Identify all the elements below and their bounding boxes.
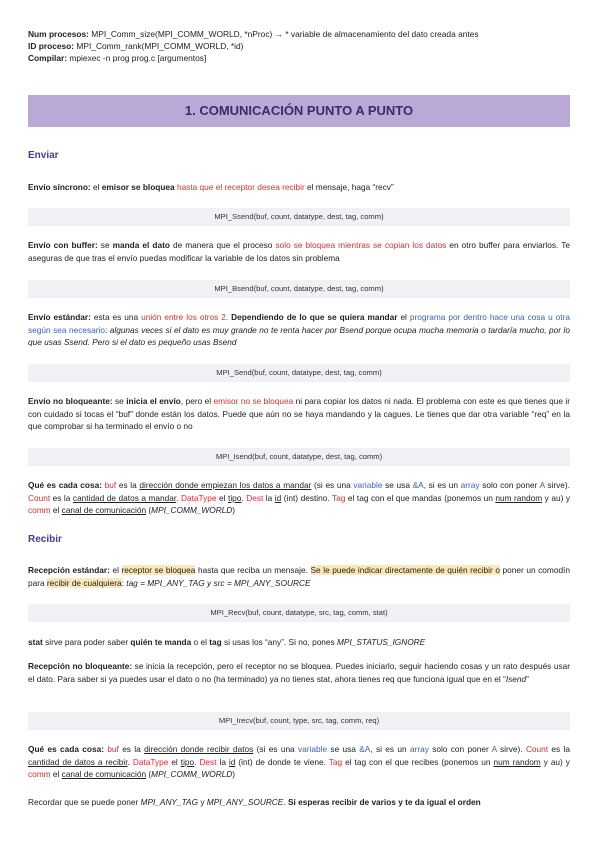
bold-text: quién te manda: [130, 637, 192, 647]
red-text: DataType: [181, 492, 217, 503]
header-num-procesos: [28, 28, 479, 40]
section-heading-enviar: Enviar: [28, 150, 59, 161]
underlined-text: cantidad de datos a recibir: [28, 756, 128, 767]
header-id-proceso: [28, 40, 243, 52]
underlined-text: canal de comunicación: [61, 505, 147, 515]
blue-text: &A: [412, 480, 424, 490]
code-box: MPI_Ssend(buf, count, datatype, dest, tag, comm): [28, 208, 570, 226]
text: el: [168, 756, 181, 767]
italic-text: MPI_ANY_SOURCE: [206, 797, 284, 807]
text: es la: [548, 744, 570, 754]
text: y au) y: [542, 492, 570, 503]
paragraph-envio-estandar: [28, 311, 570, 349]
text: , si es un: [423, 480, 461, 490]
bold-text: Si esperas recibir de varios y te da igual el orden: [287, 797, 481, 807]
paragraph-recepcion-no-bloqueante: [28, 660, 570, 685]
red-text: buf: [104, 480, 117, 490]
text: se usa: [327, 744, 360, 754]
paragraph-stat: [28, 636, 570, 649]
text: el: [109, 565, 122, 575]
highlighted-text: receptor se bloquea: [121, 565, 196, 575]
text: , pero el: [180, 396, 214, 406]
red-text: buf: [107, 744, 119, 754]
code-box: MPI_Recv(buf, count, datatype, src, tag, comm, stat): [28, 604, 570, 622]
bold-text: stat: [28, 637, 43, 647]
text: (int) de donde te viene.: [235, 756, 329, 767]
blue-text: variable: [298, 744, 328, 754]
text: de manera que el proceso: [169, 240, 276, 250]
code-box: MPI_Isend(buf, count, datatype, dest, tag, comm): [28, 448, 570, 466]
italic-text: MPI_COMM_WORLD: [151, 505, 233, 515]
text: ni para copiar los datos ni nada. El problema con este es que tienes que ir con cuidado si tocas el “buf” donde están los datos. Puede que aún no se haya mandando y la cagues. Le tienes que dar otra variable “req” en la que comprobar si ha terminado el envío o no: [28, 396, 570, 431]
blue-text: programa por dentro hace una cosa u otra según sea necesario: [28, 312, 570, 335]
text: (si es una: [253, 744, 299, 754]
text: se usa: [382, 480, 413, 490]
code-box: MPI_Send(buf, count, datatype, dest, tag, comm): [28, 364, 570, 382]
italic-text: Isend: [505, 673, 527, 684]
text: esta es una: [90, 312, 142, 322]
text: el tag con el que mandas (ponemos un: [345, 492, 496, 503]
red-text: Tag: [332, 492, 346, 503]
paragraph-recordar: [28, 796, 570, 809]
paragraph-envio-sincrono: [28, 181, 570, 194]
blue-text: array: [409, 744, 429, 754]
bold-text: emisor se bloquea: [101, 182, 175, 192]
italic-text: algunas veces si el dato es muy grande no te renta hacer por Bsend porque ocupa mucha memoria o tardaría mucho, por lo que usas Ssend. Pero si el dato es pequeño usas Bsend: [28, 324, 570, 347]
red-text: Dest: [246, 492, 264, 503]
text: es la: [50, 492, 73, 503]
text: MPI_Comm_rank(MPI_COMM_WORLD, *id): [74, 41, 244, 51]
blue-text: A: [491, 744, 497, 754]
red-text: emisor no se bloquea: [213, 396, 294, 406]
paragraph-explicacion-envio: [28, 479, 570, 517]
underlined-text: tipo: [180, 756, 195, 767]
text: (int) destino.: [281, 492, 333, 503]
underlined-text: dirección donde empiezan los datos a mandar: [139, 480, 312, 490]
text: (: [146, 505, 152, 515]
text: .: [225, 312, 232, 322]
label: Qué es cada cosa:: [28, 744, 104, 754]
red-text: hasta que el receptor desea recibir: [176, 182, 305, 192]
text: (: [146, 769, 152, 779]
text: :: [121, 577, 127, 588]
highlighted-text: recibir de cualquiera: [46, 577, 122, 588]
text: solo con poner: [479, 480, 540, 490]
text: el: [216, 492, 229, 503]
text: es la: [116, 480, 140, 490]
text: ): [232, 505, 236, 515]
section-heading-recibir: Recibir: [28, 534, 62, 545]
text: sirve para poder saber: [42, 637, 131, 647]
text: .: [127, 756, 133, 767]
bold-text: tag: [209, 637, 222, 647]
paragraph-recepcion-estandar: [28, 564, 570, 589]
underlined-text: canal de comunicación: [61, 769, 147, 779]
header-compilar: [28, 52, 206, 64]
italic-text: tag = MPI_ANY_TAG y src = MPI_ANY_SOURCE: [126, 577, 311, 588]
text: el: [50, 769, 62, 779]
text: .: [283, 797, 288, 807]
text: la: [216, 756, 229, 767]
text: el mensaje, haga “recv”: [304, 182, 394, 192]
blue-text: &A: [359, 744, 371, 754]
red-text: Dest: [199, 756, 217, 767]
underlined-text: num random: [493, 756, 541, 767]
blue-text: variable: [353, 480, 383, 490]
red-text: Tag: [328, 756, 343, 767]
text: MPI_Comm_size(MPI_COMM_WORLD, *nProc) → * variable de almacenamiento del dato creada antes: [88, 29, 479, 39]
label: Envío no bloqueante:: [28, 396, 113, 406]
text: o el: [191, 637, 210, 647]
red-text: Count: [525, 744, 549, 754]
underlined-text: id: [228, 756, 236, 767]
text: mpiexec -n prog prog.c [argumentos]: [67, 53, 207, 63]
label: Recepción no bloqueante:: [28, 661, 133, 671]
text: ): [232, 769, 236, 779]
text: es la: [118, 744, 145, 754]
blue-text: A: [539, 480, 545, 490]
bold-text: inicia el envío: [126, 396, 181, 406]
label: Recepción estándar:: [28, 565, 110, 575]
text: :: [104, 324, 110, 335]
red-text: comm: [28, 505, 51, 515]
text: Recordar que se puede poner: [28, 797, 141, 807]
text: .: [176, 492, 181, 503]
underlined-text: dirección donde recibir datos: [144, 744, 254, 754]
text: el tag con el que recibes (ponemos un: [342, 756, 494, 767]
red-text: unión entre los otros 2: [141, 312, 226, 322]
text: se: [97, 240, 113, 250]
code-box: MPI_Bsend(buf, count, datatype, dest, tag, comm): [28, 280, 570, 298]
red-text: comm: [28, 769, 51, 779]
red-text: solo se bloquea mientras se copian los datos: [275, 240, 447, 250]
bold-text: Dependiendo de lo que se quiera mandar: [231, 312, 398, 322]
bold-text: manda el dato: [112, 240, 170, 250]
italic-text: MPI_COMM_WORLD: [151, 769, 233, 779]
text: solo con poner: [428, 744, 492, 754]
text: si usas los “any”. Si no, pones: [221, 637, 337, 647]
text: la: [263, 492, 275, 503]
paragraph-explicacion-recepcion: [28, 743, 570, 781]
text: y au) y: [540, 756, 570, 767]
underlined-text: id: [274, 492, 282, 503]
text: se inicia la recepción, pero el receptor no se bloquea. Puedes iniciarlo, seguir haciendo cosas y un rato después usar el dato. Para saber si ya puedes usar el dato o no (ha terminado) ya no tienes stat, ahora tienes req que funciona igual que en el “: [28, 661, 570, 684]
text: poner un comodín para: [28, 565, 570, 588]
text: el: [50, 505, 62, 515]
banner-title: 1. COMUNICACIÓN PUNTO A PUNTO: [184, 103, 414, 118]
label: Compilar:: [28, 53, 68, 63]
text: .: [194, 756, 200, 767]
red-text: DataType: [132, 756, 169, 767]
text: .: [241, 492, 247, 503]
section-banner: [28, 95, 570, 127]
text: y: [198, 797, 207, 807]
label: Qué es cada cosa:: [28, 480, 102, 490]
italic-text: MPI_STATUS_IGNORE: [337, 637, 426, 647]
label: ID proceso:: [28, 41, 75, 51]
underlined-text: num random: [495, 492, 543, 503]
code-box: MPI_Irecv(buf, count, type, src, tag, comm, req): [28, 712, 570, 730]
text: sirve).: [544, 480, 570, 490]
label: Num procesos:: [28, 29, 89, 39]
underlined-text: cantidad de datos a mandar: [72, 492, 177, 503]
text: en otro buffer para enviarlos. Te aseguras de que tras el envío puedas modificar la variable de los datos sin problema: [28, 240, 571, 263]
underlined-text: tipo: [228, 492, 242, 503]
label: Envío síncrono:: [28, 182, 91, 192]
text: , si es un: [370, 744, 410, 754]
text: ”: [526, 673, 529, 684]
label: Envío con buffer:: [28, 240, 98, 250]
paragraph-envio-buffer: [28, 239, 570, 264]
label: Envío estándar:: [28, 312, 91, 322]
text: hasta que reciba un mensaje.: [195, 565, 311, 575]
red-text: Count: [28, 492, 51, 503]
text: sirve).: [496, 744, 526, 754]
blue-text: array: [460, 480, 480, 490]
text: el: [397, 312, 410, 322]
text: (si es una: [311, 480, 354, 490]
paragraph-envio-no-bloqueante: [28, 395, 570, 433]
text: el: [90, 182, 102, 192]
text: se: [112, 396, 127, 406]
italic-text: MPI_ANY_TAG: [140, 797, 199, 807]
highlighted-text: Se le puede indicar directamente de quién recibir o: [310, 565, 500, 575]
